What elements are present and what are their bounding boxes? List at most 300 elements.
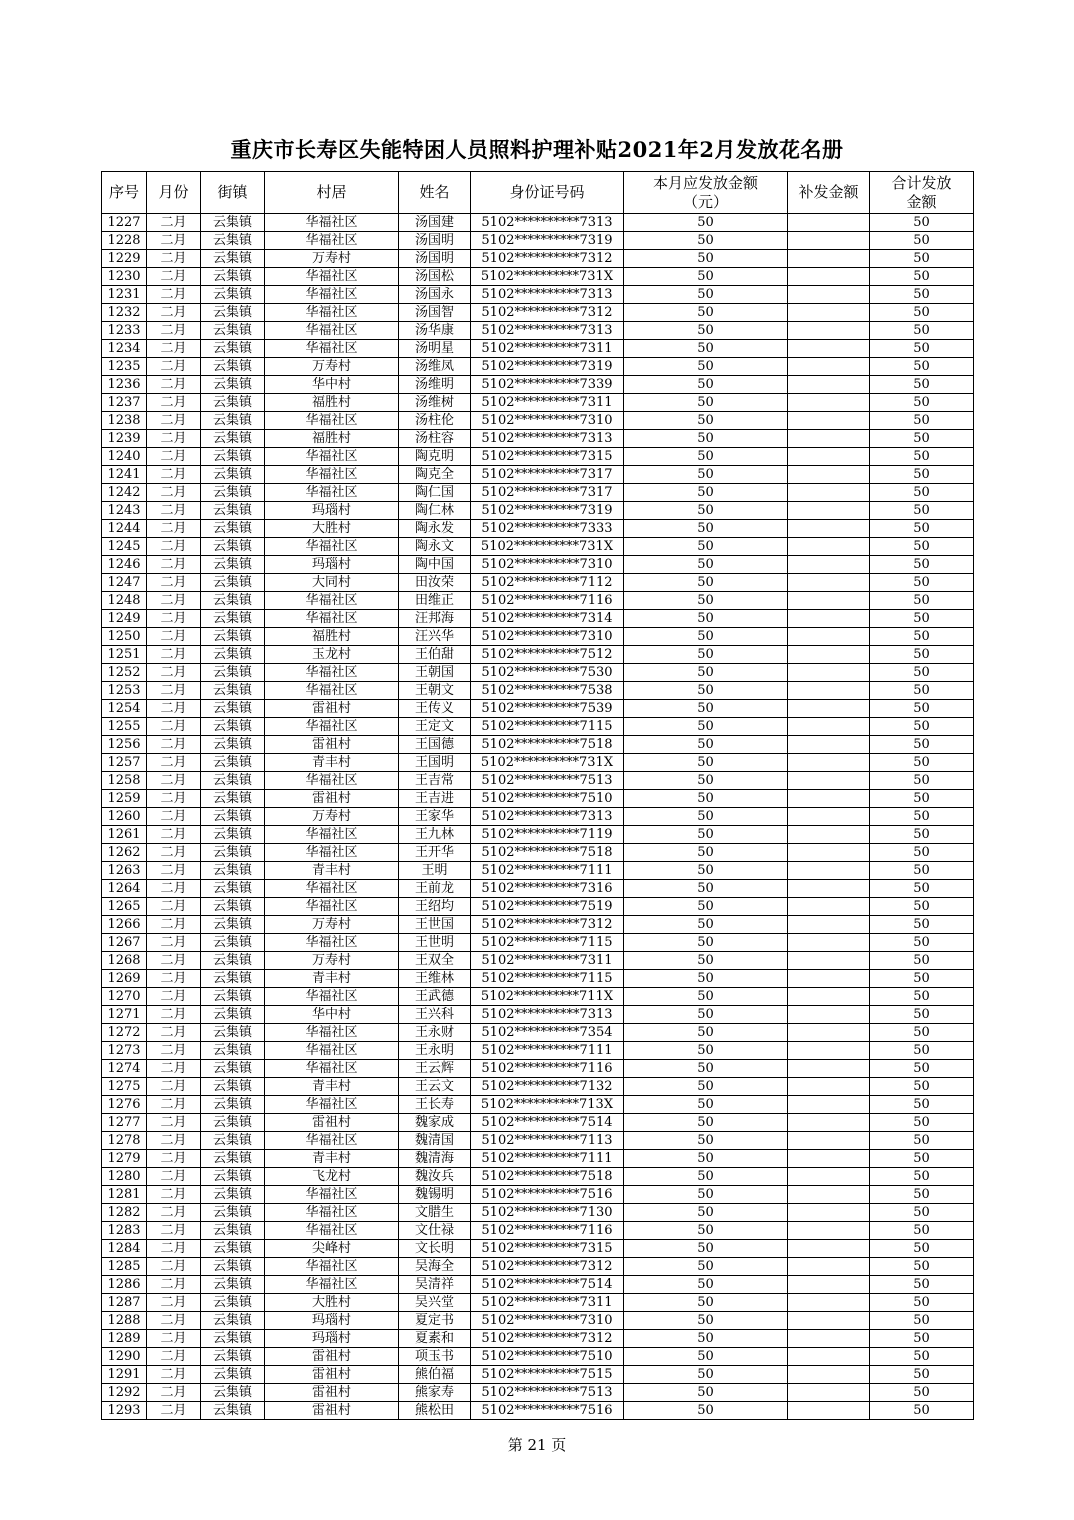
cell-monthly-amount: 50 <box>624 610 788 628</box>
cell-village: 青丰村 <box>265 1078 399 1096</box>
cell-town: 云集镇 <box>201 916 265 934</box>
cell-name: 吴清祥 <box>399 1276 471 1294</box>
cell-month: 二月 <box>147 466 201 484</box>
cell-town: 云集镇 <box>201 1042 265 1060</box>
cell-month: 二月 <box>147 1402 201 1420</box>
cell-village: 雷祖村 <box>265 1114 399 1132</box>
cell-town: 云集镇 <box>201 1096 265 1114</box>
cell-town: 云集镇 <box>201 1204 265 1222</box>
cell-name: 陶仁林 <box>399 502 471 520</box>
cell-id-number: 5102**********7312 <box>471 304 624 322</box>
cell-village: 华福社区 <box>265 466 399 484</box>
cell-monthly-amount: 50 <box>624 1150 788 1168</box>
table-row <box>102 826 974 844</box>
cell-supplement <box>788 304 870 322</box>
cell-name: 汤国松 <box>399 268 471 286</box>
cell-id-number: 5102**********7516 <box>471 1402 624 1420</box>
cell-total: 50 <box>870 394 974 412</box>
cell-total: 50 <box>870 664 974 682</box>
cell-town: 云集镇 <box>201 592 265 610</box>
cell-supplement <box>788 1150 870 1168</box>
cell-total: 50 <box>870 646 974 664</box>
cell-id-number: 5102**********7319 <box>471 502 624 520</box>
cell-id-number: 5102**********7115 <box>471 718 624 736</box>
cell-town: 云集镇 <box>201 574 265 592</box>
cell-index: 1275 <box>102 1078 147 1096</box>
cell-monthly-amount: 50 <box>624 1132 788 1150</box>
table-row <box>102 1060 974 1078</box>
cell-index: 1251 <box>102 646 147 664</box>
cell-id-number: 5102**********7510 <box>471 790 624 808</box>
header-total-line1: 合计发放 <box>891 173 952 192</box>
cell-supplement <box>788 592 870 610</box>
cell-total: 50 <box>870 286 974 304</box>
cell-supplement <box>788 610 870 628</box>
cell-name: 魏锡明 <box>399 1186 471 1204</box>
cell-month: 二月 <box>147 790 201 808</box>
cell-total: 50 <box>870 628 974 646</box>
cell-id-number: 5102**********7115 <box>471 970 624 988</box>
cell-id-number: 5102**********7312 <box>471 250 624 268</box>
cell-month: 二月 <box>147 736 201 754</box>
cell-name: 汤国明 <box>399 232 471 250</box>
cell-total: 50 <box>870 502 974 520</box>
cell-name: 项玉书 <box>399 1348 471 1366</box>
cell-town: 云集镇 <box>201 376 265 394</box>
cell-index: 1270 <box>102 988 147 1006</box>
cell-name: 魏清海 <box>399 1150 471 1168</box>
cell-supplement <box>788 700 870 718</box>
cell-name: 魏清国 <box>399 1132 471 1150</box>
cell-name: 汤国永 <box>399 286 471 304</box>
cell-total: 50 <box>870 1240 974 1258</box>
cell-village: 福胜村 <box>265 394 399 412</box>
cell-index: 1256 <box>102 736 147 754</box>
cell-village: 华福社区 <box>265 988 399 1006</box>
cell-monthly-amount: 50 <box>624 988 788 1006</box>
cell-name: 王传义 <box>399 700 471 718</box>
cell-monthly-amount: 50 <box>624 646 788 664</box>
cell-supplement <box>788 1168 870 1186</box>
cell-id-number: 5102**********7538 <box>471 682 624 700</box>
cell-total: 50 <box>870 1006 974 1024</box>
cell-village: 华福社区 <box>265 1096 399 1114</box>
cell-index: 1242 <box>102 484 147 502</box>
table-row <box>102 1258 974 1276</box>
cell-index: 1250 <box>102 628 147 646</box>
cell-town: 云集镇 <box>201 484 265 502</box>
header-total-line2: 金额 <box>906 192 937 211</box>
cell-index: 1278 <box>102 1132 147 1150</box>
cell-monthly-amount: 50 <box>624 1006 788 1024</box>
cell-id-number: 5102**********7311 <box>471 952 624 970</box>
cell-id-number: 5102**********7113 <box>471 1132 624 1150</box>
cell-name: 田维正 <box>399 592 471 610</box>
table-row <box>102 232 974 250</box>
table-row <box>102 538 974 556</box>
cell-id-number: 5102**********7313 <box>471 214 624 232</box>
cell-index: 1245 <box>102 538 147 556</box>
cell-id-number: 5102**********7132 <box>471 1078 624 1096</box>
cell-month: 二月 <box>147 1348 201 1366</box>
cell-total: 50 <box>870 970 974 988</box>
cell-month: 二月 <box>147 484 201 502</box>
table-row <box>102 898 974 916</box>
header-supplement: 补发金额 <box>788 172 870 214</box>
cell-supplement <box>788 412 870 430</box>
cell-monthly-amount: 50 <box>624 1060 788 1078</box>
table-row <box>102 394 974 412</box>
cell-id-number: 5102**********7111 <box>471 862 624 880</box>
cell-id-number: 5102**********7319 <box>471 232 624 250</box>
cell-month: 二月 <box>147 718 201 736</box>
cell-month: 二月 <box>147 1114 201 1132</box>
cell-town: 云集镇 <box>201 1006 265 1024</box>
cell-total: 50 <box>870 466 974 484</box>
header-month: 月份 <box>147 172 201 214</box>
table-row <box>102 952 974 970</box>
cell-name: 陶仁国 <box>399 484 471 502</box>
cell-supplement <box>788 754 870 772</box>
cell-town: 云集镇 <box>201 1186 265 1204</box>
cell-index: 1289 <box>102 1330 147 1348</box>
cell-total: 50 <box>870 340 974 358</box>
cell-month: 二月 <box>147 376 201 394</box>
cell-supplement <box>788 1348 870 1366</box>
table-row <box>102 484 974 502</box>
cell-monthly-amount: 50 <box>624 1366 788 1384</box>
cell-index: 1259 <box>102 790 147 808</box>
cell-village: 华福社区 <box>265 1024 399 1042</box>
cell-name: 熊伯福 <box>399 1366 471 1384</box>
cell-id-number: 5102**********7530 <box>471 664 624 682</box>
cell-month: 二月 <box>147 232 201 250</box>
table-row <box>102 1024 974 1042</box>
cell-index: 1262 <box>102 844 147 862</box>
cell-town: 云集镇 <box>201 700 265 718</box>
cell-id-number: 5102**********7315 <box>471 1240 624 1258</box>
cell-id-number: 5102**********7111 <box>471 1042 624 1060</box>
cell-town: 云集镇 <box>201 250 265 268</box>
table-body <box>102 214 974 1420</box>
cell-index: 1269 <box>102 970 147 988</box>
cell-monthly-amount: 50 <box>624 430 788 448</box>
cell-index: 1280 <box>102 1168 147 1186</box>
cell-name: 王云辉 <box>399 1060 471 1078</box>
cell-village: 华福社区 <box>265 1276 399 1294</box>
cell-index: 1237 <box>102 394 147 412</box>
table-row <box>102 934 974 952</box>
cell-total: 50 <box>870 1330 974 1348</box>
cell-name: 王前龙 <box>399 880 471 898</box>
cell-supplement <box>788 1222 870 1240</box>
table-row <box>102 358 974 376</box>
cell-town: 云集镇 <box>201 1168 265 1186</box>
header-monthly-amount-line1: 本月应发放金额 <box>652 173 758 192</box>
cell-monthly-amount: 50 <box>624 214 788 232</box>
cell-name: 汤国建 <box>399 214 471 232</box>
cell-name: 文腊生 <box>399 1204 471 1222</box>
cell-village: 华福社区 <box>265 592 399 610</box>
cell-total: 50 <box>870 1402 974 1420</box>
cell-supplement <box>788 520 870 538</box>
cell-village: 雷祖村 <box>265 700 399 718</box>
cell-name: 汤柱容 <box>399 430 471 448</box>
cell-supplement <box>788 232 870 250</box>
cell-supplement <box>788 844 870 862</box>
table-row <box>102 988 974 1006</box>
cell-supplement <box>788 808 870 826</box>
cell-supplement <box>788 1330 870 1348</box>
table-row <box>102 340 974 358</box>
cell-village: 华中村 <box>265 376 399 394</box>
cell-town: 云集镇 <box>201 1366 265 1384</box>
cell-monthly-amount: 50 <box>624 682 788 700</box>
cell-supplement <box>788 1276 870 1294</box>
cell-id-number: 5102**********7513 <box>471 772 624 790</box>
cell-month: 二月 <box>147 1204 201 1222</box>
cell-village: 万寿村 <box>265 952 399 970</box>
cell-supplement <box>788 358 870 376</box>
cell-name: 陶克明 <box>399 448 471 466</box>
cell-town: 云集镇 <box>201 934 265 952</box>
cell-total: 50 <box>870 1078 974 1096</box>
cell-index: 1249 <box>102 610 147 628</box>
cell-village: 华福社区 <box>265 322 399 340</box>
cell-name: 汤明星 <box>399 340 471 358</box>
cell-monthly-amount: 50 <box>624 574 788 592</box>
cell-id-number: 5102**********7119 <box>471 826 624 844</box>
table-row <box>102 1078 974 1096</box>
cell-village: 华福社区 <box>265 340 399 358</box>
cell-town: 云集镇 <box>201 502 265 520</box>
cell-village: 万寿村 <box>265 916 399 934</box>
cell-index: 1243 <box>102 502 147 520</box>
cell-name: 汪邦海 <box>399 610 471 628</box>
cell-id-number: 5102**********7312 <box>471 1330 624 1348</box>
cell-town: 云集镇 <box>201 646 265 664</box>
cell-id-number: 5102**********7116 <box>471 1222 624 1240</box>
cell-name: 田汝荣 <box>399 574 471 592</box>
cell-village: 华福社区 <box>265 232 399 250</box>
cell-monthly-amount: 50 <box>624 556 788 574</box>
cell-index: 1265 <box>102 898 147 916</box>
cell-id-number: 5102**********7317 <box>471 484 624 502</box>
cell-supplement <box>788 574 870 592</box>
cell-name: 夏素和 <box>399 1330 471 1348</box>
cell-town: 云集镇 <box>201 718 265 736</box>
cell-index: 1230 <box>102 268 147 286</box>
cell-village: 华福社区 <box>265 214 399 232</box>
header-monthly-amount-line2: （元） <box>682 192 728 211</box>
cell-village: 万寿村 <box>265 250 399 268</box>
cell-index: 1286 <box>102 1276 147 1294</box>
cell-name: 王绍均 <box>399 898 471 916</box>
cell-month: 二月 <box>147 1150 201 1168</box>
cell-supplement <box>788 484 870 502</box>
cell-town: 云集镇 <box>201 772 265 790</box>
cell-id-number: 5102**********7111 <box>471 1150 624 1168</box>
cell-total: 50 <box>870 574 974 592</box>
cell-village: 华福社区 <box>265 412 399 430</box>
table-row <box>102 808 974 826</box>
cell-month: 二月 <box>147 538 201 556</box>
cell-id-number: 5102**********7313 <box>471 430 624 448</box>
table-row <box>102 1222 974 1240</box>
cell-name: 吴兴堂 <box>399 1294 471 1312</box>
cell-index: 1253 <box>102 682 147 700</box>
cell-monthly-amount: 50 <box>624 772 788 790</box>
cell-supplement <box>788 502 870 520</box>
cell-index: 1254 <box>102 700 147 718</box>
cell-town: 云集镇 <box>201 304 265 322</box>
cell-name: 王永明 <box>399 1042 471 1060</box>
cell-village: 万寿村 <box>265 358 399 376</box>
cell-month: 二月 <box>147 844 201 862</box>
cell-month: 二月 <box>147 1168 201 1186</box>
cell-month: 二月 <box>147 430 201 448</box>
cell-village: 华福社区 <box>265 1258 399 1276</box>
cell-name: 汤维凤 <box>399 358 471 376</box>
cell-month: 二月 <box>147 646 201 664</box>
cell-month: 二月 <box>147 520 201 538</box>
cell-index: 1293 <box>102 1402 147 1420</box>
cell-index: 1229 <box>102 250 147 268</box>
cell-month: 二月 <box>147 754 201 772</box>
cell-name: 王云文 <box>399 1078 471 1096</box>
cell-supplement <box>788 718 870 736</box>
cell-index: 1233 <box>102 322 147 340</box>
cell-total: 50 <box>870 268 974 286</box>
cell-town: 云集镇 <box>201 1312 265 1330</box>
cell-id-number: 5102**********7510 <box>471 1348 624 1366</box>
cell-name: 王双全 <box>399 952 471 970</box>
cell-index: 1267 <box>102 934 147 952</box>
cell-monthly-amount: 50 <box>624 970 788 988</box>
cell-name: 王世明 <box>399 934 471 952</box>
cell-index: 1232 <box>102 304 147 322</box>
cell-id-number: 5102**********7310 <box>471 556 624 574</box>
cell-town: 云集镇 <box>201 790 265 808</box>
cell-id-number: 5102**********7312 <box>471 916 624 934</box>
cell-total: 50 <box>870 1132 974 1150</box>
cell-total: 50 <box>870 556 974 574</box>
cell-supplement <box>788 790 870 808</box>
cell-town: 云集镇 <box>201 754 265 772</box>
cell-town: 云集镇 <box>201 610 265 628</box>
cell-month: 二月 <box>147 862 201 880</box>
cell-id-number: 5102**********7314 <box>471 610 624 628</box>
cell-index: 1261 <box>102 826 147 844</box>
cell-index: 1263 <box>102 862 147 880</box>
table-row <box>102 916 974 934</box>
cell-month: 二月 <box>147 1042 201 1060</box>
cell-monthly-amount: 50 <box>624 1042 788 1060</box>
table-row <box>102 376 974 394</box>
cell-monthly-amount: 50 <box>624 1312 788 1330</box>
cell-index: 1234 <box>102 340 147 358</box>
cell-village: 雷祖村 <box>265 1348 399 1366</box>
table-row <box>102 664 974 682</box>
cell-total: 50 <box>870 1024 974 1042</box>
cell-index: 1241 <box>102 466 147 484</box>
cell-total: 50 <box>870 772 974 790</box>
cell-town: 云集镇 <box>201 1276 265 1294</box>
cell-town: 云集镇 <box>201 268 265 286</box>
cell-total: 50 <box>870 898 974 916</box>
cell-month: 二月 <box>147 1384 201 1402</box>
cell-total: 50 <box>870 880 974 898</box>
cell-total: 50 <box>870 1384 974 1402</box>
cell-monthly-amount: 50 <box>624 790 788 808</box>
cell-total: 50 <box>870 610 974 628</box>
cell-village: 华福社区 <box>265 1042 399 1060</box>
cell-id-number: 5102**********7513 <box>471 1384 624 1402</box>
table-row <box>102 1312 974 1330</box>
cell-monthly-amount: 50 <box>624 484 788 502</box>
cell-index: 1279 <box>102 1150 147 1168</box>
cell-town: 云集镇 <box>201 1078 265 1096</box>
cell-village: 华福社区 <box>265 880 399 898</box>
cell-month: 二月 <box>147 556 201 574</box>
cell-town: 云集镇 <box>201 448 265 466</box>
cell-village: 华福社区 <box>265 718 399 736</box>
cell-month: 二月 <box>147 502 201 520</box>
cell-name: 王长寿 <box>399 1096 471 1114</box>
cell-supplement <box>788 1006 870 1024</box>
cell-village: 万寿村 <box>265 808 399 826</box>
cell-total: 50 <box>870 934 974 952</box>
cell-monthly-amount: 50 <box>624 538 788 556</box>
cell-index: 1257 <box>102 754 147 772</box>
cell-supplement <box>788 1402 870 1420</box>
cell-name: 陶中国 <box>399 556 471 574</box>
cell-town: 云集镇 <box>201 1024 265 1042</box>
table-row <box>102 700 974 718</box>
cell-supplement <box>788 988 870 1006</box>
cell-total: 50 <box>870 1204 974 1222</box>
cell-total: 50 <box>870 358 974 376</box>
cell-village: 尖峰村 <box>265 1240 399 1258</box>
cell-month: 二月 <box>147 664 201 682</box>
cell-village: 华福社区 <box>265 1204 399 1222</box>
cell-id-number: 5102**********731X <box>471 268 624 286</box>
table-row <box>102 844 974 862</box>
cell-village: 华福社区 <box>265 538 399 556</box>
table-row <box>102 1348 974 1366</box>
table-row <box>102 880 974 898</box>
cell-name: 王定文 <box>399 718 471 736</box>
cell-month: 二月 <box>147 970 201 988</box>
cell-index: 1231 <box>102 286 147 304</box>
cell-total: 50 <box>870 844 974 862</box>
cell-name: 王开华 <box>399 844 471 862</box>
cell-town: 云集镇 <box>201 1240 265 1258</box>
cell-total: 50 <box>870 1096 974 1114</box>
cell-total: 50 <box>870 1222 974 1240</box>
cell-town: 云集镇 <box>201 412 265 430</box>
cell-supplement <box>788 286 870 304</box>
cell-village: 大同村 <box>265 574 399 592</box>
cell-month: 二月 <box>147 1096 201 1114</box>
table-row <box>102 1132 974 1150</box>
header-monthly-amount <box>624 172 788 214</box>
cell-id-number: 5102**********7514 <box>471 1276 624 1294</box>
cell-monthly-amount: 50 <box>624 628 788 646</box>
cell-total: 50 <box>870 412 974 430</box>
cell-name: 汤国明 <box>399 250 471 268</box>
header-name: 姓名 <box>399 172 471 214</box>
